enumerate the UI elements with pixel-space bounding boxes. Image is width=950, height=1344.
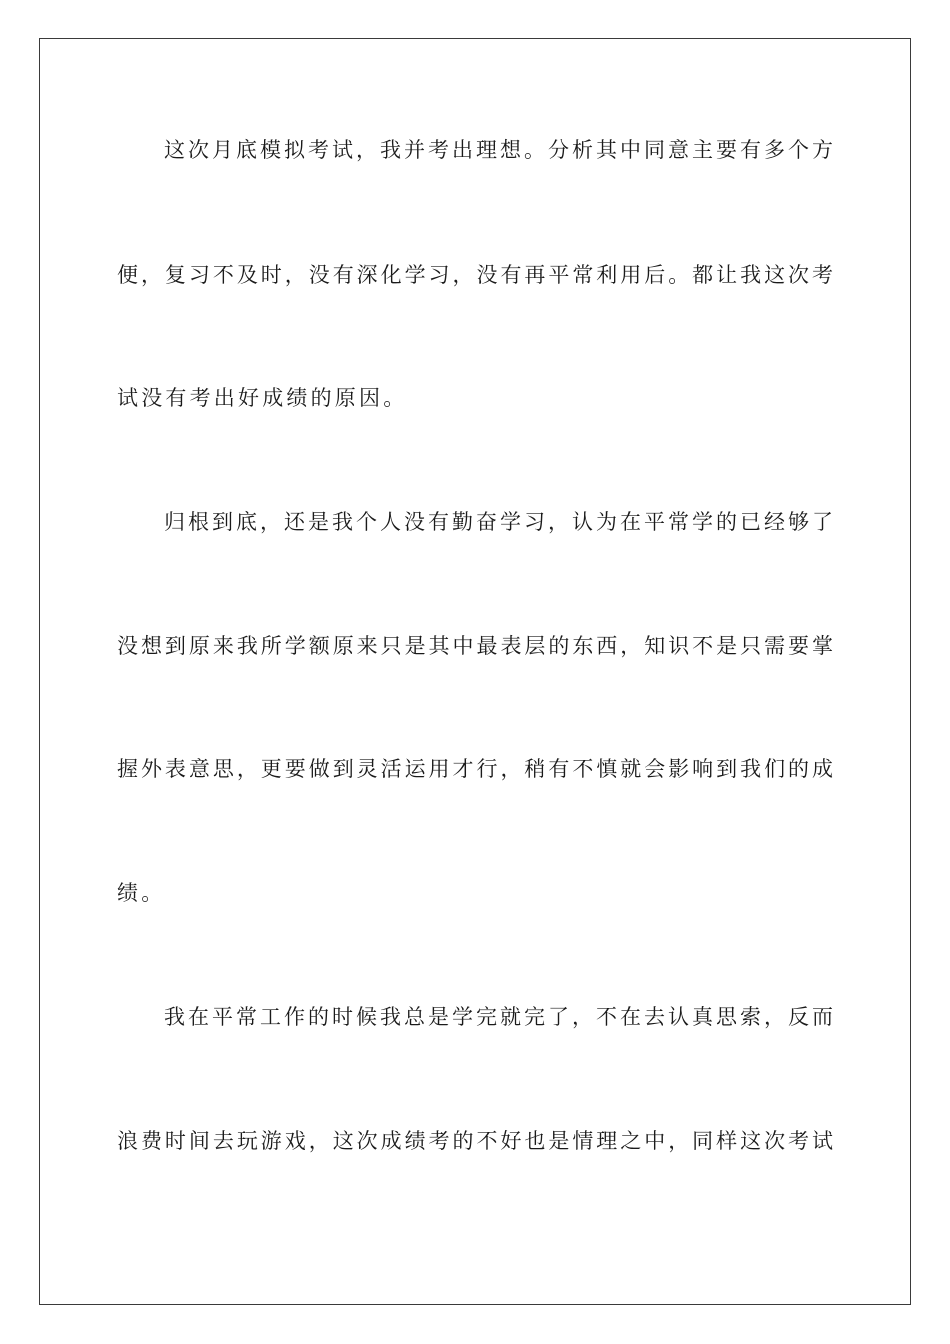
text-line: 便，复习不及时，没有深化学习，没有再平常利用后。都让我这次考 [117,263,833,287]
text-line: 握外表意思，更要做到灵活运用才行，稍有不慎就会影响到我们的成 [117,757,833,781]
text-line: 这次月底模拟考试，我并考出理想。分析其中同意主要有多个方 [164,138,833,162]
text-line: 绩。 [117,881,166,905]
text-line: 没想到原来我所学额原来只是其中最表层的东西，知识不是只需要掌 [117,634,833,658]
text-line: 试没有考出好成绩的原因。 [117,386,408,410]
text-line: 归根到底，还是我个人没有勤奋学习，认为在平常学的已经够了 [164,510,833,534]
page-border [39,38,911,1305]
text-line: 我在平常工作的时候我总是学完就完了，不在去认真思索，反而 [164,1005,833,1029]
text-line: 浪费时间去玩游戏，这次成绩考的不好也是情理之中，同样这次考试 [117,1129,833,1153]
